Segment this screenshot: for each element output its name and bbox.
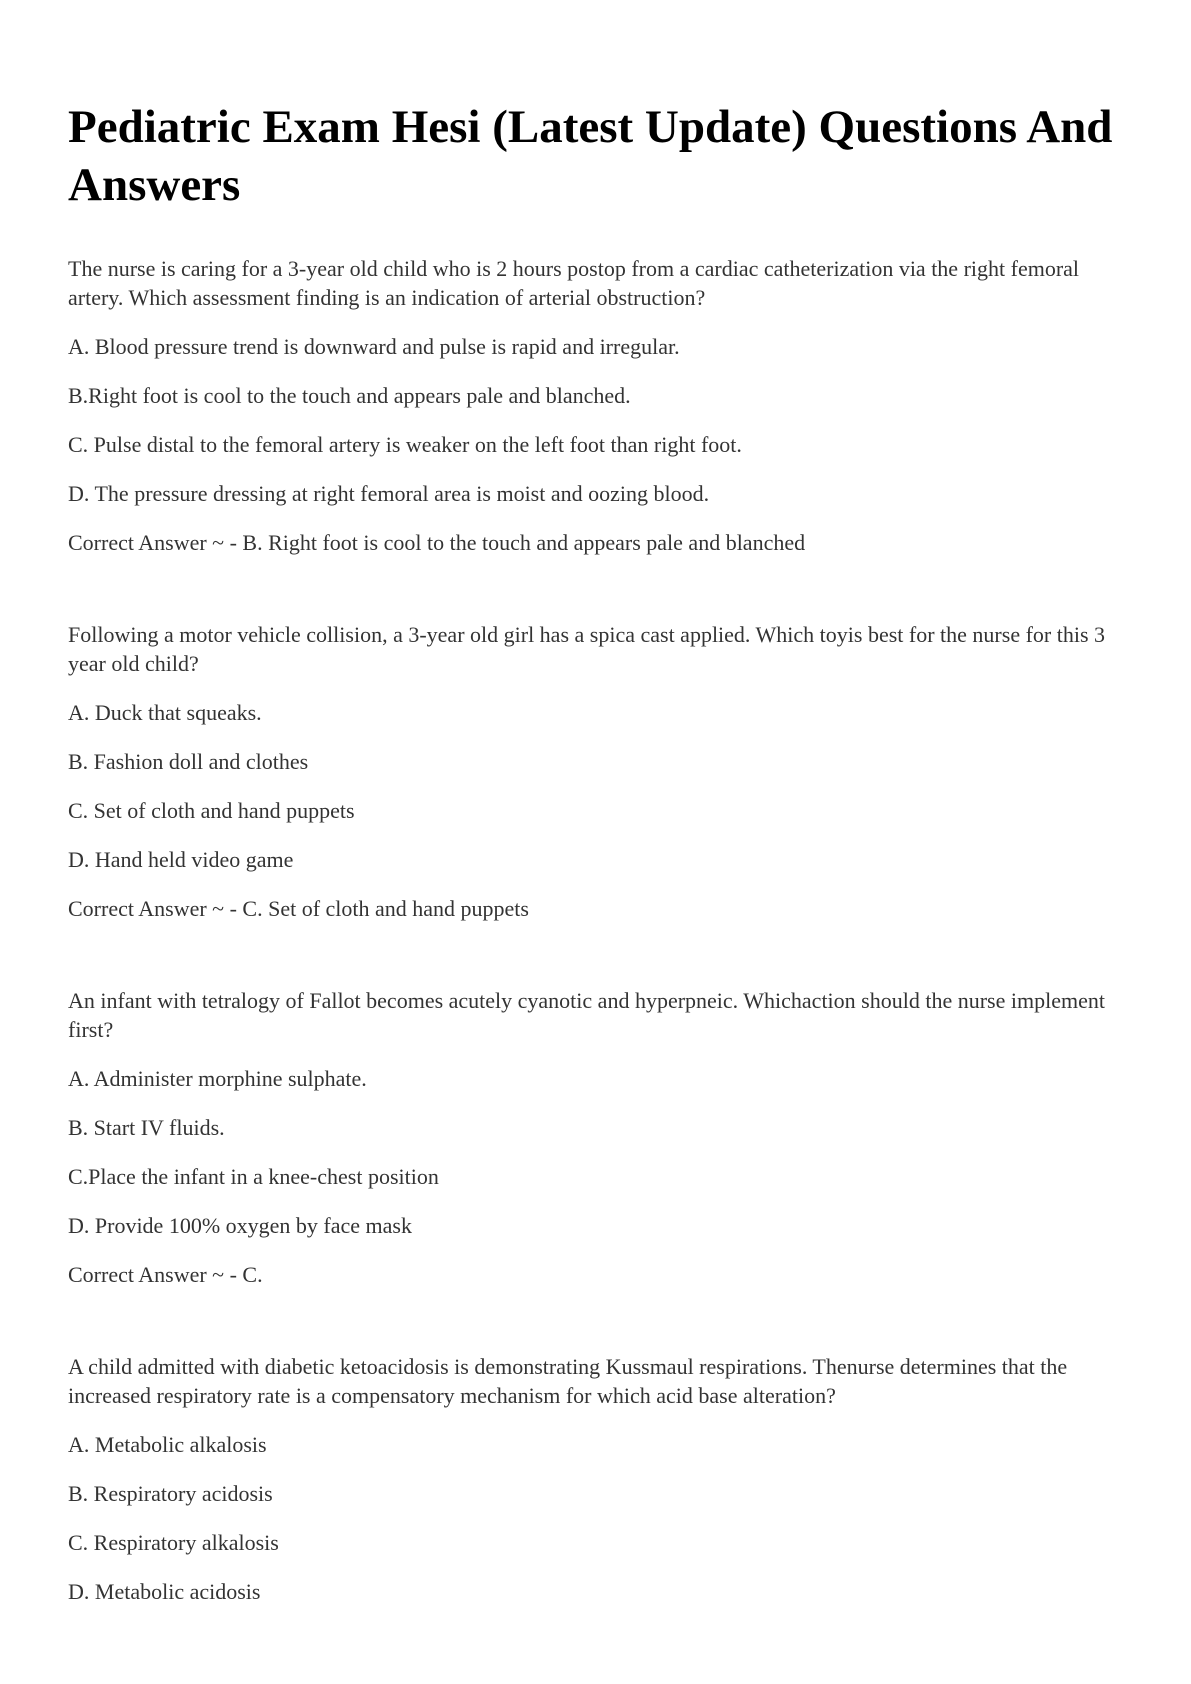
document-title: Pediatric Exam Hesi (Latest Update) Questions And Answers xyxy=(68,101,1113,211)
question-block xyxy=(68,254,1128,557)
answer-option: B.Right foot is cool to the touch and appears pale and blanched. xyxy=(68,383,631,408)
answer-option: C. Pulse distal to the femoral artery is weaker on the left foot than right foot. xyxy=(68,432,742,457)
answer-option: A. Duck that squeaks. xyxy=(68,700,262,725)
correct-answer: Correct Answer ~ - C. xyxy=(68,1262,263,1287)
question-divider xyxy=(68,1289,1128,1352)
answer-option: D. Provide 100% oxygen by face mask xyxy=(68,1213,412,1238)
answer-option: D. The pressure dressing at right femoral area is moist and oozing blood. xyxy=(68,481,710,506)
question-text: An infant with tetralogy of Fallot becomes acutely cyanotic and hyperpneic. Whichaction should the nurse implement first? xyxy=(68,988,1105,1042)
answer-option: C. Set of cloth and hand puppets xyxy=(68,798,355,823)
answer-option: B. Respiratory acidosis xyxy=(68,1481,273,1506)
question-text: Following a motor vehicle collision, a 3-year old girl has a spica cast applied. Which toyis best for the nurse for this 3 year old child? xyxy=(68,622,1106,676)
document-page xyxy=(68,98,1128,1626)
answer-option: C. Respiratory alkalosis xyxy=(68,1530,279,1555)
question-block xyxy=(68,1352,1128,1606)
question-text: A child admitted with diabetic ketoacidosis is demonstrating Kussmaul respirations. Thenurse determines that the increased respiratory rate is a compensatory mechanism for which acid base alteration? xyxy=(68,1354,1068,1408)
correct-answer: Correct Answer ~ - B. Right foot is cool to the touch and appears pale and blanched xyxy=(68,530,806,555)
question-block xyxy=(68,986,1128,1289)
answer-option: D. Hand held video game xyxy=(68,847,294,872)
answer-option: A. Metabolic alkalosis xyxy=(68,1432,267,1457)
question-block xyxy=(68,620,1128,923)
question-divider xyxy=(68,923,1128,986)
answer-option: A. Administer morphine sulphate. xyxy=(68,1066,367,1091)
answer-option: B. Fashion doll and clothes xyxy=(68,749,309,774)
answer-option: B. Start IV fluids. xyxy=(68,1115,225,1140)
answer-option: A. Blood pressure trend is downward and pulse is rapid and irregular. xyxy=(68,334,680,359)
question-text: The nurse is caring for a 3-year old child who is 2 hours postop from a cardiac catheterization via the right femoral artery. Which assessment finding is an indication of arterial obstruction? xyxy=(68,256,1080,310)
answer-option: C.Place the infant in a knee-chest position xyxy=(68,1164,439,1189)
answer-option: D. Metabolic acidosis xyxy=(68,1579,261,1604)
question-divider xyxy=(68,557,1128,620)
correct-answer: Correct Answer ~ - C. Set of cloth and hand puppets xyxy=(68,896,529,921)
